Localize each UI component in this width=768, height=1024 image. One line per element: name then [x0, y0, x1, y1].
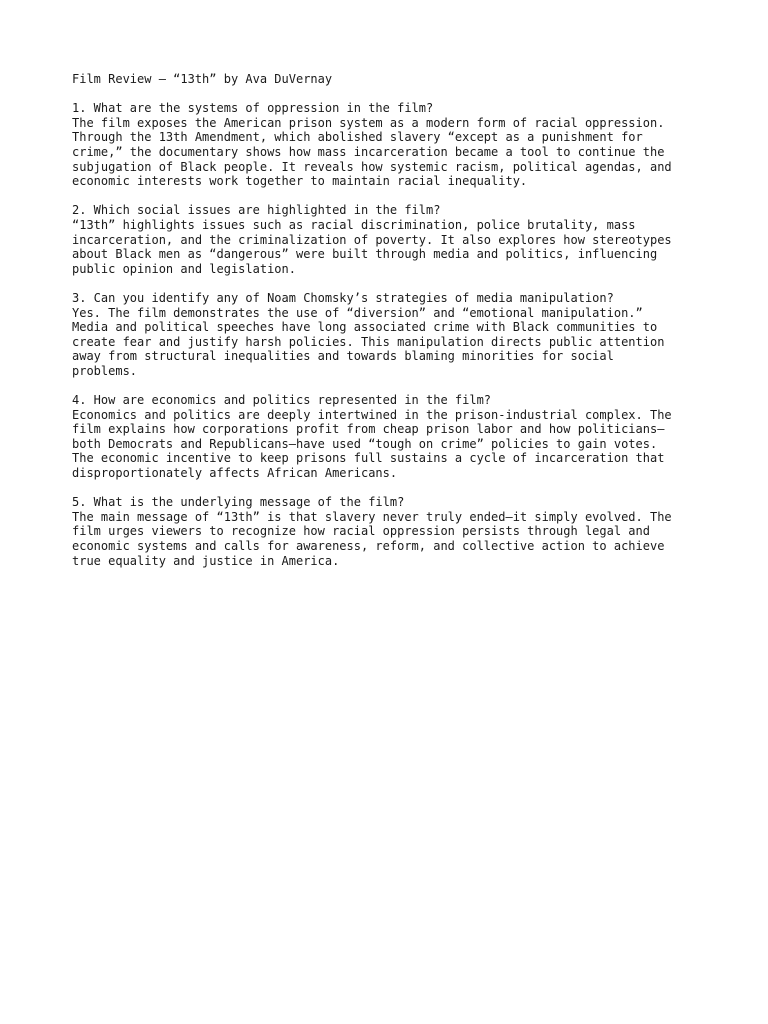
answer-4-line-1: Economics and politics are deeply intertwined in the prison-industrial complex. The	[72, 407, 672, 422]
question-2: 2. Which social issues are highlighted in the film?	[72, 203, 441, 218]
answer-1-line-4: subjugation of Black people. It reveals how systemic racism, political agendas, and	[72, 159, 672, 174]
question-5: 5. What is the underlying message of the film?	[72, 495, 405, 510]
section-2	[72, 203, 702, 276]
answer-5-line-2: film urges viewers to recognize how racial oppression persists through legal and	[72, 524, 650, 539]
question-4: 4. How are economics and politics represented in the film?	[72, 393, 492, 408]
answer-5-line-3: economic systems and calls for awareness, reform, and collective action to achieve	[72, 539, 665, 553]
answer-2-line-2: incarceration, and the criminalization of poverty. It also explores how stereotypes	[72, 232, 672, 247]
answer-2-line-1: “13th” highlights issues such as racial discrimination, police brutality, mass	[72, 217, 636, 232]
answer-2-line-4: public opinion and legislation.	[72, 261, 296, 276]
question-1: 1. What are the systems of oppression in the film?	[72, 101, 434, 116]
section-1	[72, 101, 702, 189]
section-3	[72, 291, 702, 379]
answer-4-line-2: film explains how corporations profit from cheap prison labor and how politicians—	[72, 422, 665, 437]
document-title: Film Review – “13th” by Ava DuVernay	[72, 72, 333, 86]
section-5	[72, 495, 702, 568]
answer-3-line-2: Media and political speeches have long associated crime with Black communities to	[72, 320, 658, 335]
answer-4-line-4: The economic incentive to keep prisons full sustains a cycle of incarceration that	[72, 451, 665, 466]
answer-5-line-1: The main message of “13th” is that slavery never truly ended—it simply evolved. The	[72, 509, 672, 524]
answer-3-line-1: Yes. The film demonstrates the use of “diversion” and “emotional manipulation.”	[72, 305, 643, 320]
answer-3-line-5: problems.	[72, 363, 138, 378]
answer-1-line-2: Through the 13th Amendment, which abolished slavery “except as a punishment for	[72, 130, 643, 145]
answer-5-line-4: true equality and justice in America.	[72, 553, 340, 568]
answer-1-line-5: economic interests work together to maintain racial inequality.	[72, 174, 528, 189]
section-4	[72, 393, 702, 481]
answer-3-line-3: create fear and justify harsh policies. This manipulation directs public attention	[72, 334, 665, 349]
answer-4-line-3: both Democrats and Republicans—have used “tough on crime” policies to gain votes.	[72, 436, 658, 451]
document-body	[72, 72, 702, 583]
answer-3-line-4: away from structural inequalities and towards blaming minorities for social	[72, 349, 614, 364]
question-3: 3. Can you identify any of Noam Chomsky’s strategies of media manipulation?	[72, 290, 614, 305]
answer-1-line-1: The film exposes the American prison system as a modern form of racial oppression.	[72, 115, 665, 130]
answer-1-line-3: crime,” the documentary shows how mass incarceration became a tool to continue the	[72, 144, 665, 159]
answer-4-line-5: disproportionately affects African Americans.	[72, 466, 398, 481]
answer-2-line-3: about Black men as “dangerous” were built through media and politics, influencing	[72, 247, 658, 262]
